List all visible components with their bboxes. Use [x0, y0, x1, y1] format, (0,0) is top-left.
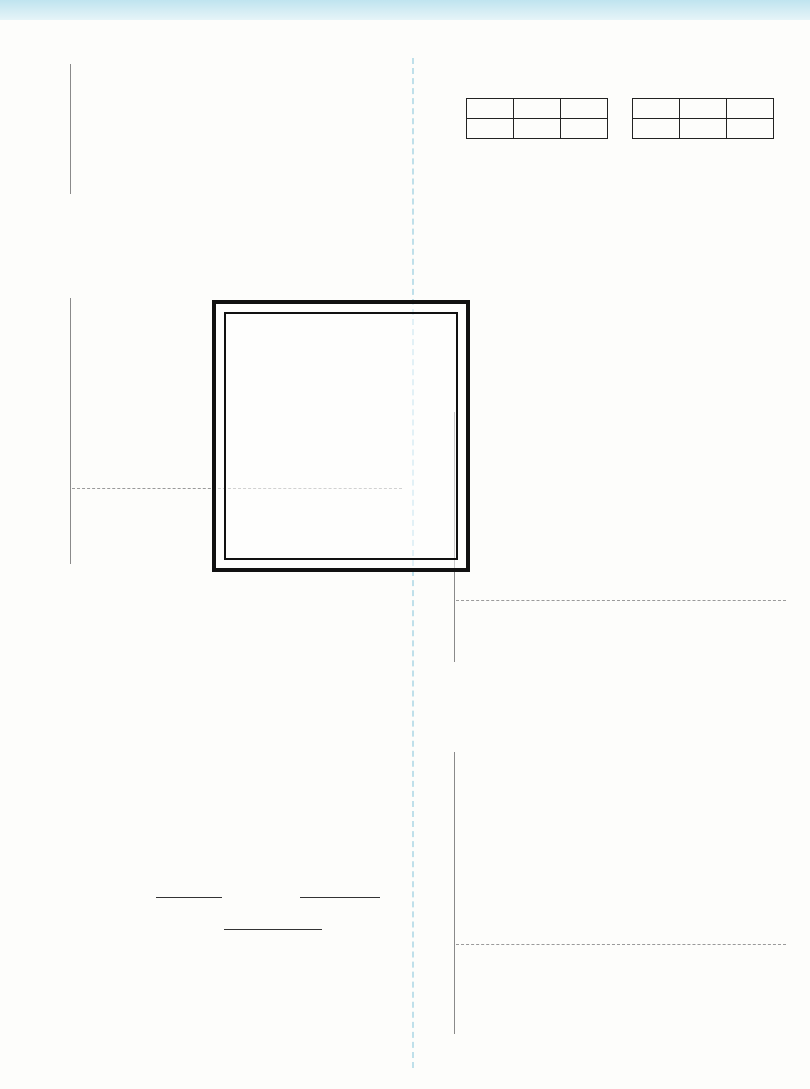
underlined-answer: [156, 882, 226, 904]
stamp-frame: [224, 312, 458, 560]
margin-rule: [70, 298, 71, 564]
underlined-answer: [302, 914, 322, 936]
watermark-stamp: [212, 300, 470, 572]
multiplication-table: [466, 98, 608, 139]
dash-separator: [456, 600, 786, 601]
margin-rule: [70, 64, 71, 194]
dash-separator: [456, 944, 786, 945]
multiplication-table: [632, 98, 774, 139]
underlined-answer: [300, 882, 384, 904]
header-band: [0, 0, 810, 20]
margin-rule: [454, 752, 455, 1034]
underlined-answer: [224, 914, 314, 936]
